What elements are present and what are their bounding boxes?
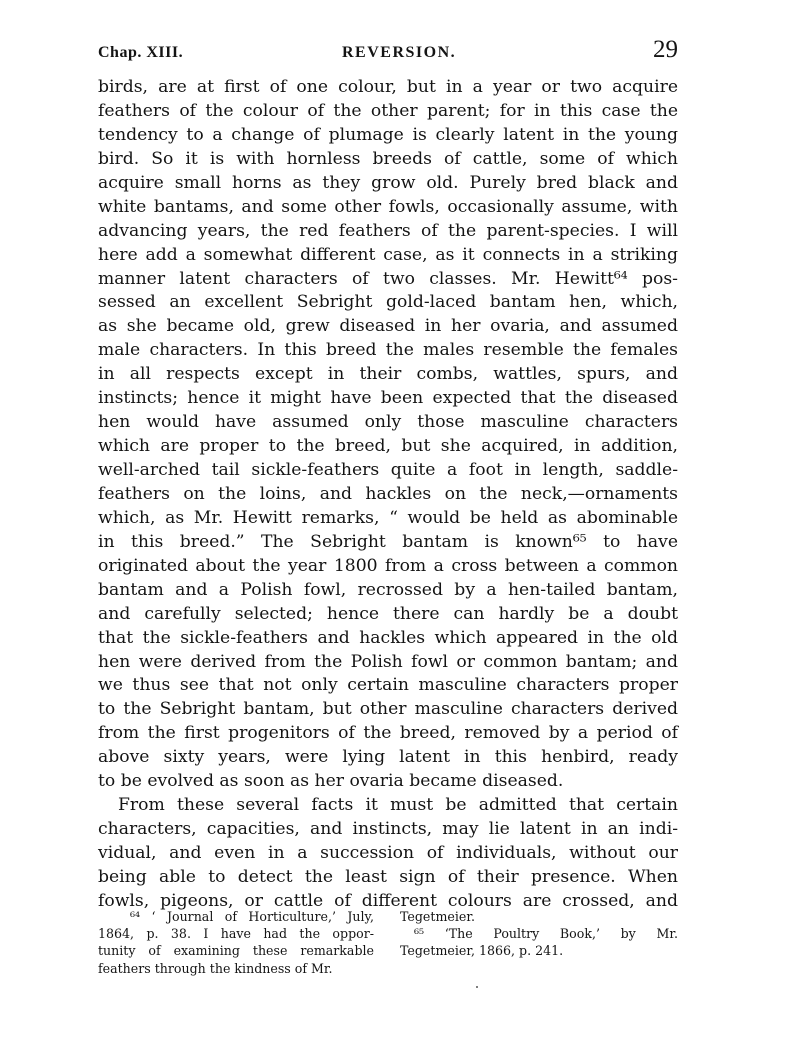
paragraph-end-line: to be evolved as soon as her ovaria became diseased. <box>98 771 564 792</box>
footnote-line: ⁶⁴ ‘ Journal of Horticulture,’ July, <box>130 909 374 924</box>
text-line: we thus see that not only certain masculine characters proper <box>98 675 678 696</box>
footnote-line: Tegetmeier, 1866, p. 241. <box>400 943 564 959</box>
text-line: acquire small horns as they grow old. Purely bred black and <box>98 172 678 193</box>
text-line: advancing years, the red feathers of the parent-species. I will <box>98 220 678 241</box>
text-line: from the first progenitors of the breed, removed by a period of <box>98 723 678 744</box>
footnote-column-left <box>98 908 374 977</box>
text-line: characters, capacities, and instincts, may lie latent in an indi- <box>98 819 678 840</box>
footnote-line: Tegetmeier. <box>400 909 475 924</box>
text-line: hen would have assumed only those masculine characters <box>98 412 678 433</box>
running-head <box>98 36 678 76</box>
text-line: that the sickle-feathers and hackles which appeared in the old <box>98 627 678 648</box>
footnote-column-right <box>400 908 678 960</box>
body-text <box>98 76 678 914</box>
text-line: which, as Mr. Hewitt remarks, “ would be held as abominable <box>98 507 678 528</box>
text-line: originated about the year 1800 from a cross between a common <box>98 555 678 576</box>
text-line: white bantams, and some other fowls, occasionally assume, with <box>98 196 678 217</box>
footnote-line: tunity of examining these remarkable <box>98 943 374 959</box>
text-line: feathers of the colour of the other parent; for in this case the <box>98 100 678 121</box>
running-title: REVERSION. <box>342 44 457 61</box>
text-line: bird. So it is with hornless breeds of cattle, some of which <box>98 148 678 169</box>
text-line: and carefully selected; hence there can hardly be a doubt <box>98 603 678 624</box>
footnote-line: feathers through the kindness of Mr. <box>98 960 333 976</box>
text-line: manner latent characters of two classes. Mr. Hewitt⁶⁴ pos- <box>98 268 678 289</box>
text-line: birds, are at first of one colour, but in a year or two acquire <box>98 77 678 97</box>
text-line: well-arched tail sickle-feathers quite a foot in length, saddle- <box>98 460 678 480</box>
chapter-label: Chap. XIII. <box>98 44 184 61</box>
footnote-line: ⁶⁵ ‘The Poultry Book,’ by Mr. <box>414 926 678 942</box>
text-line: in all respects except in their combs, wattles, spurs, and <box>98 364 678 385</box>
text-line: to the Sebright bantam, but other masculine characters derived <box>98 699 678 720</box>
text-line: above sixty years, were lying latent in this henbird, ready <box>98 747 678 768</box>
text-line: fowls, pigeons, or cattle of different colours are crossed, and <box>98 890 678 911</box>
footnotes <box>98 908 680 988</box>
text-line: vidual, and even in a succession of individuals, without our <box>98 843 678 863</box>
text-line: male characters. In this breed the males resemble the females <box>98 340 678 361</box>
text-line: tendency to a change of plumage is clearly latent in the young <box>98 124 678 145</box>
text-line: as she became old, grew diseased in her ovaria, and assumed <box>98 316 678 337</box>
text-line: here add a somewhat different case, as it connects in a striking <box>98 244 678 265</box>
page-number: 29 <box>653 36 678 63</box>
paragraph-start-line: From these several facts it must be admitted that certain <box>118 795 678 816</box>
text-line: in this breed.” The Sebright bantam is known⁶⁵ to have <box>98 531 678 552</box>
text-line: bantam and a Polish fowl, recrossed by a hen-tailed bantam, <box>98 579 678 600</box>
text-line: which are proper to the breed, but she acquired, in addition, <box>98 436 678 457</box>
print-speck <box>476 986 478 988</box>
text-line: instincts; hence it might have been expected that the diseased <box>98 388 678 409</box>
text-line: sessed an excellent Sebright gold-laced bantam hen, which, <box>98 292 678 313</box>
text-line: being able to detect the least sign of their presence. When <box>98 866 678 887</box>
text-line: feathers on the loins, and hackles on the neck,—ornaments <box>98 483 678 504</box>
footnote-line: 1864, p. 38. I have had the oppor- <box>98 926 374 942</box>
text-line: hen were derived from the Polish fowl or common bantam; and <box>98 651 678 672</box>
